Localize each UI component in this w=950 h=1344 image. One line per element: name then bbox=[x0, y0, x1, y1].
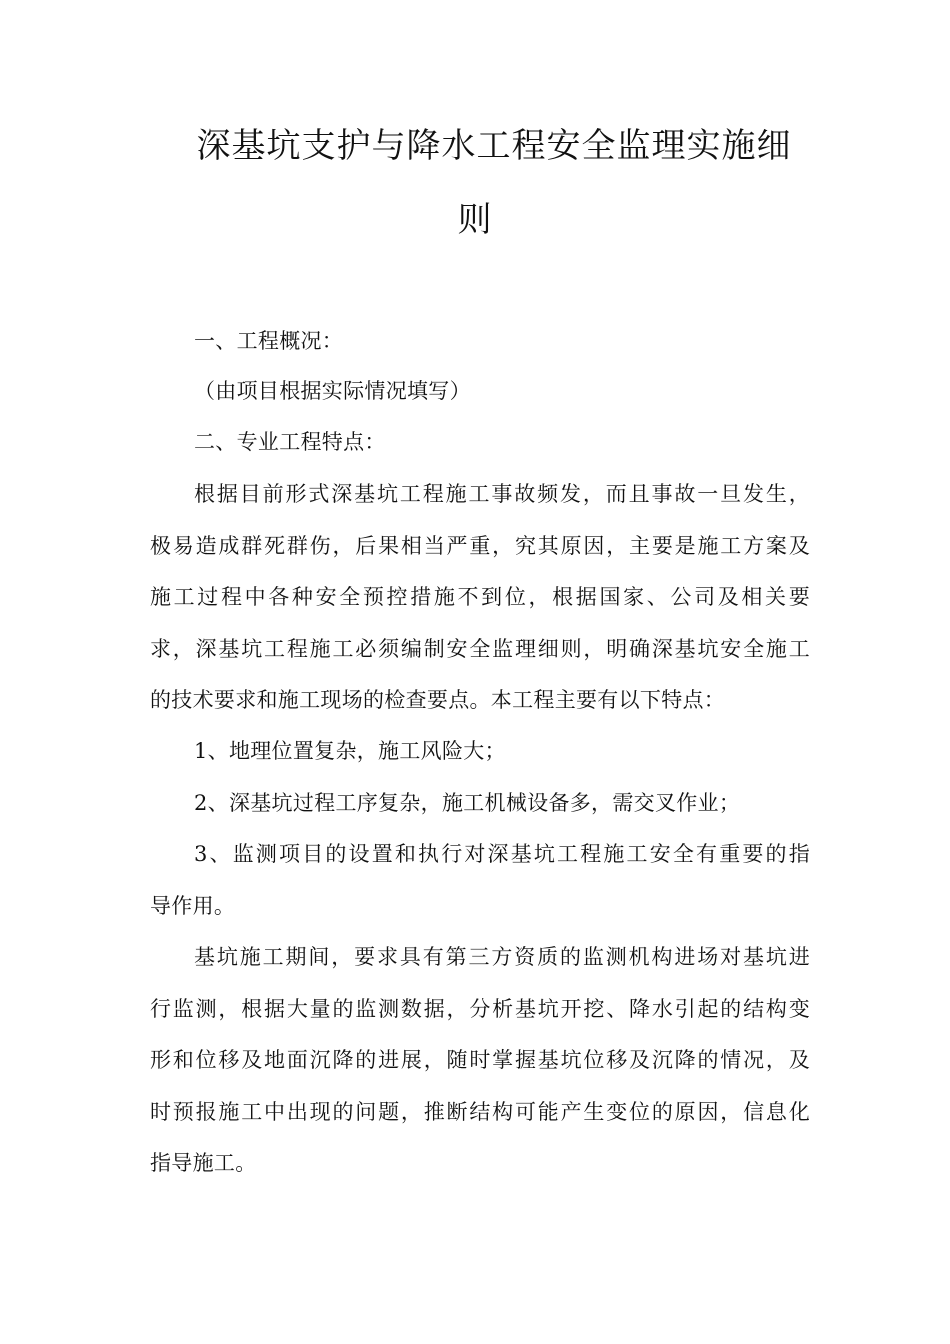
list-item-continuation: 导作用。 bbox=[150, 894, 236, 918]
document-title-line-1: 深基坑支护与降水工程安全监理实施细 bbox=[196, 126, 792, 166]
document-title-line-2: 则 bbox=[457, 200, 493, 240]
list-item: 3、监测项目的设置和执行对深基坑工程施工安全有重要的指 bbox=[194, 842, 810, 866]
overview-note: （由项目根据实际情况填写） bbox=[194, 379, 471, 403]
paragraph-line: 极易造成群死群伤，后果相当严重，究其原因，主要是施工方案及 bbox=[150, 534, 810, 558]
paragraph-line: 行监测，根据大量的监测数据，分析基坑开挖、降水引起的结构变 bbox=[150, 997, 810, 1021]
list-item: 2、深基坑过程工序复杂，施工机械设备多，需交叉作业； bbox=[194, 791, 741, 815]
paragraph-line: 时预报施工中出现的问题，推断结构可能产生变位的原因，信息化 bbox=[150, 1100, 810, 1124]
paragraph-line: 根据目前形式深基坑工程施工事故频发，而且事故一旦发生， bbox=[194, 482, 810, 506]
paragraph-line: 形和位移及地面沉降的进展，随时掌握基坑位移及沉降的情况，及 bbox=[150, 1048, 810, 1072]
list-item: 1、地理位置复杂，施工风险大； bbox=[194, 739, 506, 763]
paragraph-line: 施工过程中各种安全预控措施不到位，根据国家、公司及相关要 bbox=[150, 585, 810, 609]
paragraph-line: 的技术要求和施工现场的检查要点。本工程主要有以下特点： bbox=[150, 688, 726, 712]
section-heading-overview: 一、工程概况： bbox=[194, 329, 344, 353]
section-heading-features: 二、专业工程特点： bbox=[194, 430, 386, 454]
paragraph-line: 基坑施工期间，要求具有第三方资质的监测机构进场对基坑进 bbox=[194, 945, 810, 969]
paragraph-line: 指导施工。 bbox=[150, 1151, 257, 1175]
paragraph-line: 求，深基坑工程施工必须编制安全监理细则，明确深基坑安全施工 bbox=[150, 637, 810, 661]
